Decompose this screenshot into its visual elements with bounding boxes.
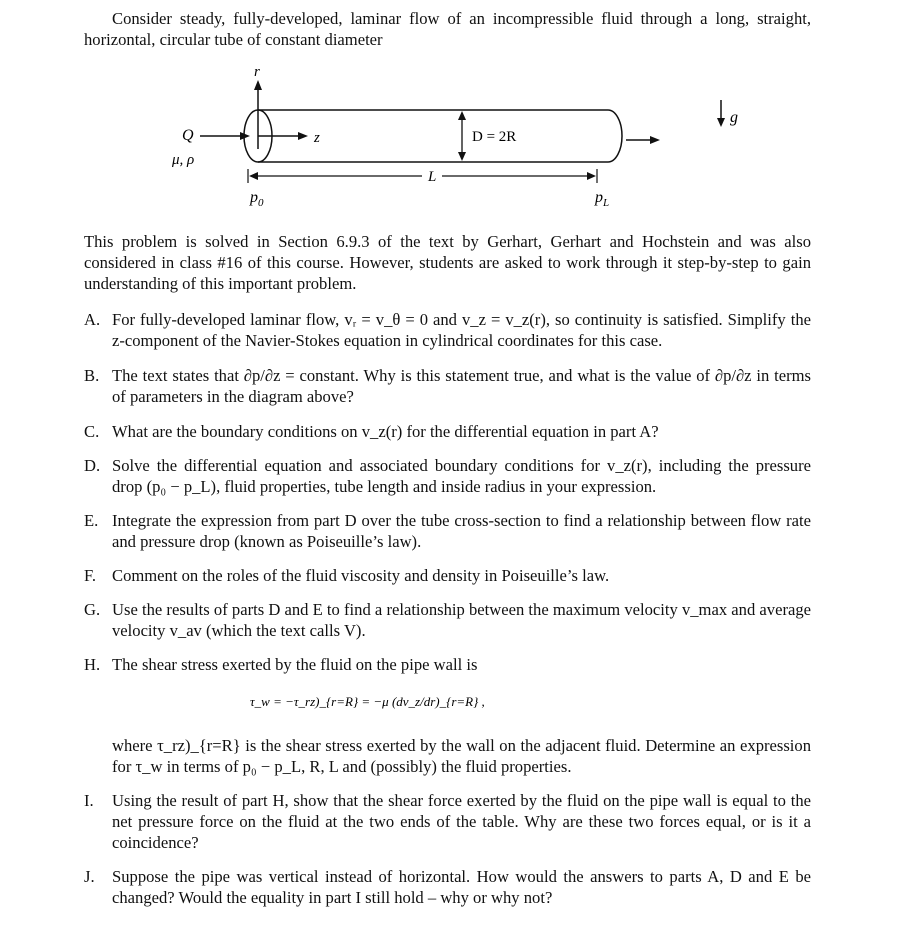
- context-paragraph: This problem is solved in Section 6.9.3 of the text by Gerhart, Gerhart and Hochstein and was also considered in class #16 of this course. However, students are asked to work through it step-by-step to gain understanding of this important problem.: [84, 232, 811, 293]
- fluid-properties-label: μ, ρ: [172, 152, 195, 168]
- pL-label: $p_L$: [595, 189, 610, 209]
- wall-shear-equation: [250, 674, 550, 724]
- g-label: g: [730, 109, 738, 126]
- equation-text: τ_w = −τ_rz)_{r=R} = −μ (dv_z/dr)_{r=R} ,: [250, 694, 485, 709]
- r-axis-arrowhead: [254, 80, 262, 90]
- intro-paragraph: Consider steady, fully-developed, laminar flow of an incompressible fluid through a long, straight, horizontal, circular tube of constant diameter: [84, 9, 811, 49]
- page: Consider steady, fully-developed, laminar flow of an incompressible fluid through a long, straight, horizontal, circular tube of constant diameter r Q μ, ρ z D = 2R g L $p_0$ $p_L$ This problem is solved in Section 6.9.3 of the text by Gerhart, Gerhart and Hochstein and was also considered in class #16 of this course. However, students are asked to work through it step-by-step to gain understanding of this important problem. A. For fully-developed laminar flow, vᵣ = v_θ = 0 and v_z = v_z(r), so continuity is satisfied. Simplify the z-component of the Navier-Stokes equation in cylindrical coordinates for this case. B. The text states that ∂p/∂z = constant. Why is this statement true, and what is the value of ∂p/∂z in terms of parameters in the diagram above? C. What are the boundary conditions on v_z(r) for the differential equation in part A? D. Solve the differential equation and associated boundary conditions for v_z(r), including the pressure drop (p₀ − p_L), fluid properties, tube length and inside radius in your expression. E. Integrate the expression from part D over the tube cross-section to find a relationship between flow rate and pressure drop (known as Poiseuille’s law). F. Comment on the roles of the fluid viscosity and density in Poiseuille’s law. G. Use the results of parts D and E to find a relationship between the maximum velocity v_max and average velocity v_av (which the text calls V). H. The shear stress exerted by the fluid on the pipe wall is τ_w = −τ_rz)_{r=R} = −μ (dv_z/dr)_{r=R} , where τ_rz)_{r=R} is the shear stress exerted by the wall on the adjacent fluid. Determine an expression for τ_w in terms of p₀ − p_L, R, L and (possibly) the fluid properties. I. Using the result of part H, show that the shear force exerted by the fluid on the pipe wall is equal to the net pressure force on the fluid at the two ends of the table. Why are these two forces equal, or is it a coincidence? J. Suppose the pipe was vertical instead of horizontal. How would the answers to parts A, D and E be changed? Would the equality in part I still hold – why or why not?: [84, 9, 811, 907]
- question-H-continued: where τ_rz)_{r=R} is the shear stress exerted by the wall on the adjacent fluid. Determine an expression for τ_w in terms of p₀ − p_L, R, L and (possibly) the fluid properties.: [112, 736, 811, 776]
- pipe-diagram: [160, 64, 760, 214]
- Q-label: Q: [182, 127, 194, 144]
- p0-label: $p_0$: [250, 189, 264, 209]
- r-label: r: [254, 64, 260, 80]
- z-label: z: [314, 130, 320, 146]
- pipe-outlet: [608, 110, 622, 162]
- D-label: D = 2R: [472, 129, 517, 145]
- L-label: L: [428, 169, 437, 185]
